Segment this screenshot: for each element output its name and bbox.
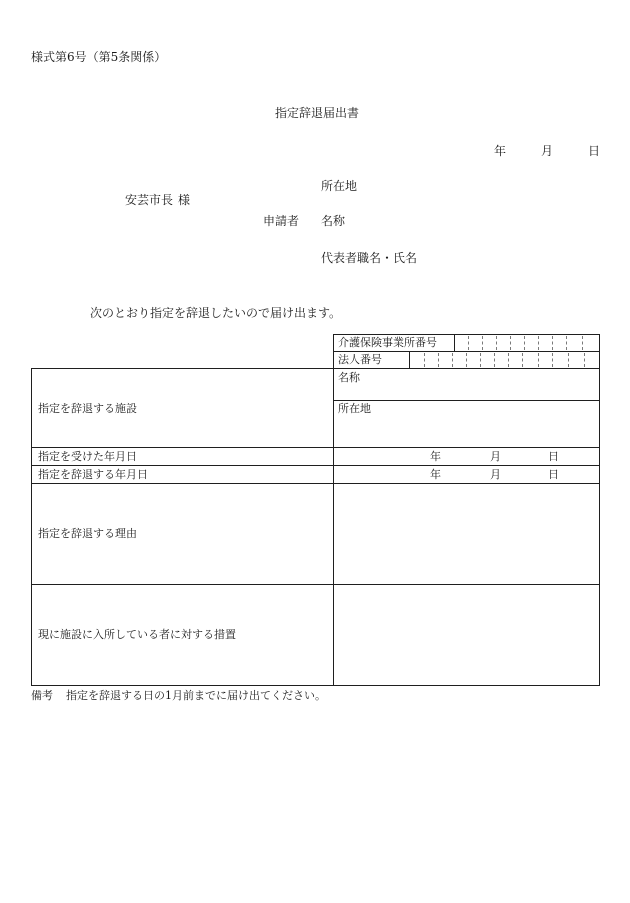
table-line <box>31 368 32 685</box>
table-line <box>333 351 600 352</box>
date-month-label: 月 <box>541 144 554 158</box>
measures-label: 現に施設に入所している者に対する措置 <box>38 628 236 641</box>
digit-separator <box>538 353 539 367</box>
digit-separator <box>522 353 523 367</box>
digit-separator <box>496 336 497 350</box>
withdrawal-date-label: 指定を辞退する年月日 <box>38 468 148 481</box>
remarks-label: 備考 <box>31 689 53 702</box>
addressee-honorific: 様 <box>178 193 191 207</box>
digit-separator <box>466 353 467 367</box>
applicant-label: 申請者 <box>263 214 300 228</box>
digit-separator <box>566 336 567 350</box>
designated-date-year: 年 <box>430 450 441 463</box>
applicant-representative-label: 代表者職名・氏名 <box>321 251 418 265</box>
designated-date-month: 月 <box>490 450 501 463</box>
applicant-name-label: 名称 <box>321 214 346 228</box>
table-line <box>31 584 600 585</box>
corporate-number-label: 法人番号 <box>338 353 382 366</box>
table-line <box>31 368 600 369</box>
designated-date-label: 指定を受けた年月日 <box>38 450 137 463</box>
care-office-number-label: 介護保険事業所番号 <box>338 336 437 349</box>
date-year-label: 年 <box>494 144 507 158</box>
table-line <box>454 334 455 351</box>
digit-separator <box>552 336 553 350</box>
digit-separator <box>584 353 585 367</box>
facility-label: 指定を辞退する施設 <box>38 402 137 415</box>
digit-separator <box>482 336 483 350</box>
facility-address-label: 所在地 <box>338 402 371 415</box>
digit-separator <box>438 353 439 367</box>
reason-label: 指定を辞退する理由 <box>38 527 137 540</box>
facility-name-label: 名称 <box>338 371 360 384</box>
table-line <box>31 483 600 484</box>
table-line <box>333 334 334 685</box>
digit-separator <box>452 353 453 367</box>
digit-separator <box>480 353 481 367</box>
table-line <box>599 334 600 685</box>
table-line <box>31 465 600 466</box>
table-line <box>31 685 600 686</box>
digit-separator <box>552 353 553 367</box>
table-line <box>333 334 600 335</box>
applicant-address-label: 所在地 <box>321 179 358 193</box>
withdrawal-date-day: 日 <box>548 468 559 481</box>
withdrawal-date-year: 年 <box>430 468 441 481</box>
withdrawal-date-month: 月 <box>490 468 501 481</box>
date-day-label: 日 <box>588 144 601 158</box>
table-line <box>409 351 410 368</box>
digit-separator <box>582 336 583 350</box>
designated-date-day: 日 <box>548 450 559 463</box>
table-line <box>31 447 600 448</box>
remarks-text: 指定を辞退する日の1月前までに届け出てください。 <box>66 689 326 702</box>
form-number: 様式第6号（第5条関係） <box>31 50 167 64</box>
digit-separator <box>568 353 569 367</box>
addressee-name: 安芸市長 <box>125 193 174 207</box>
digit-separator <box>424 353 425 367</box>
form-title: 指定辞退届出書 <box>275 106 360 120</box>
digit-separator <box>524 336 525 350</box>
digit-separator <box>510 336 511 350</box>
statement: 次のとおり指定を辞退したいので届け出ます。 <box>90 306 342 320</box>
digit-separator <box>508 353 509 367</box>
table-line <box>333 400 600 401</box>
digit-separator <box>538 336 539 350</box>
digit-separator <box>494 353 495 367</box>
digit-separator <box>468 336 469 350</box>
